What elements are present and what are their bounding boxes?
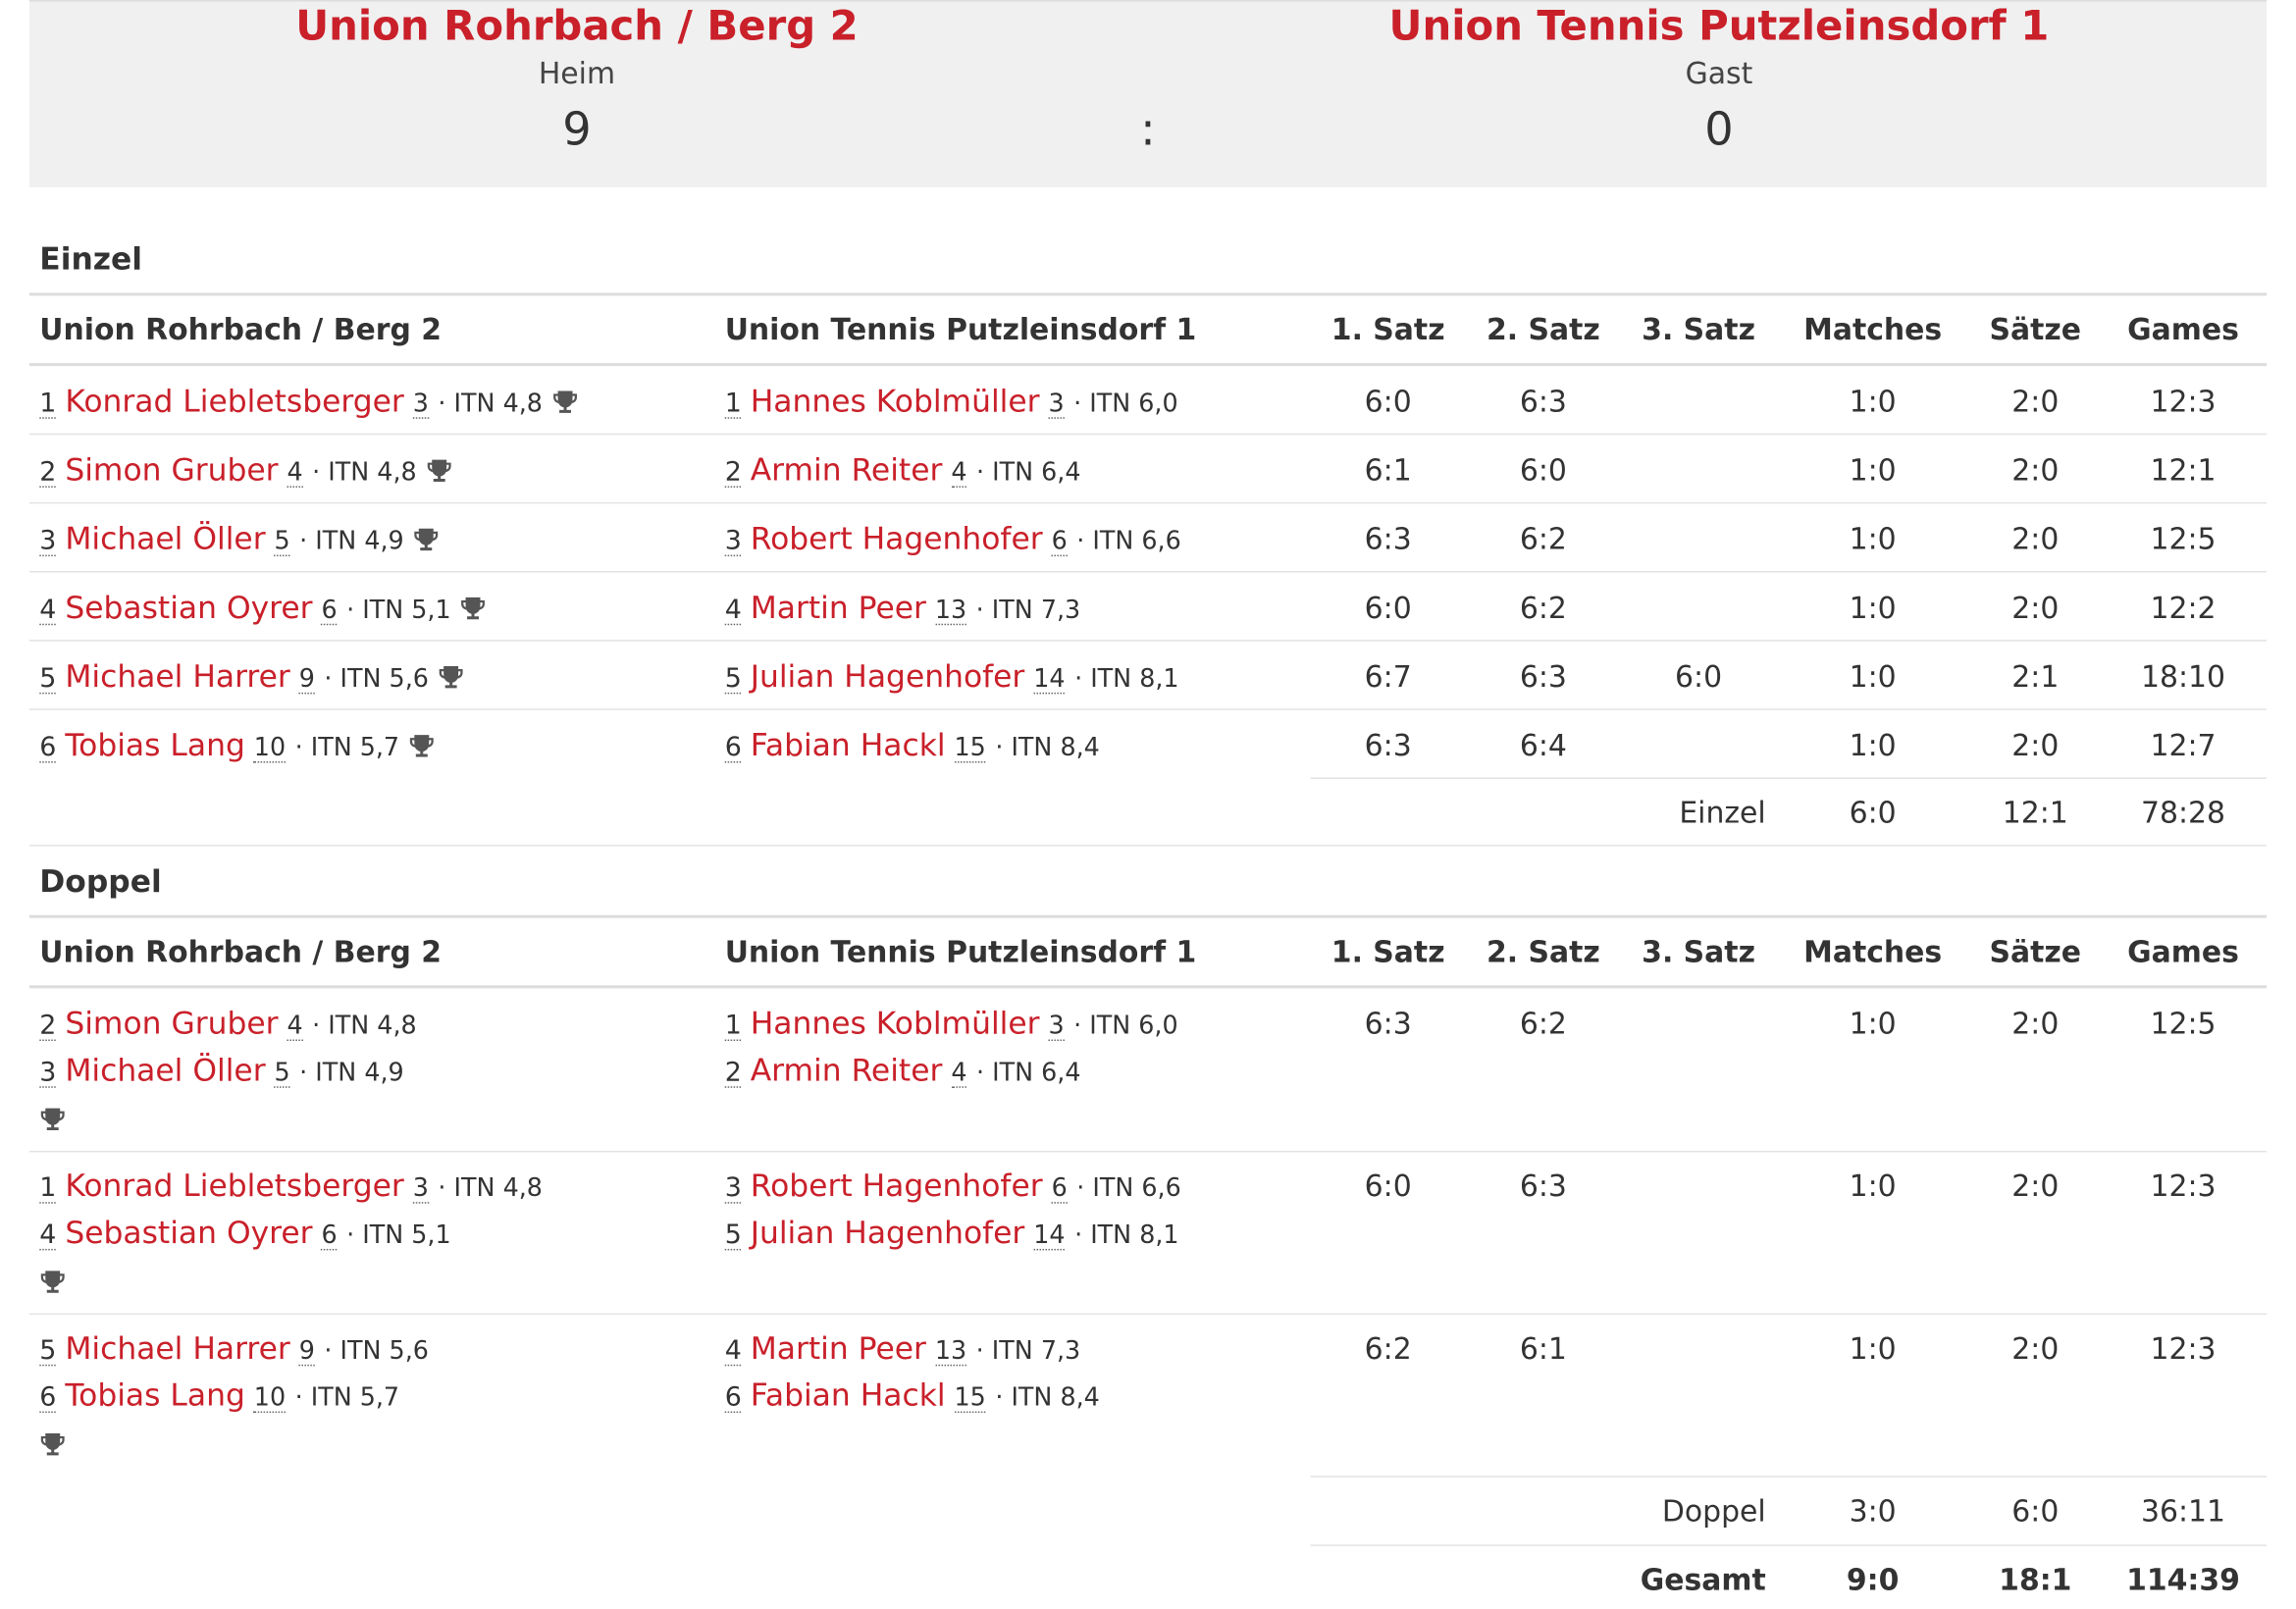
lineup-position: 2 xyxy=(39,456,57,488)
score-games: 12:1 xyxy=(2150,452,2217,488)
section-title-einzel: Einzel xyxy=(39,241,143,278)
lineup-position: 1 xyxy=(724,1010,742,1042)
score-set2: 6:0 xyxy=(1519,452,1567,488)
score-set2: 6:1 xyxy=(1519,1330,1567,1367)
player-name-link[interactable]: Hannes Koblmüller xyxy=(750,1006,1040,1042)
player-rank: 6 xyxy=(1051,1173,1068,1204)
player-name-link[interactable]: Michael Harrer xyxy=(65,658,290,695)
column-header-set1: 1. Satz xyxy=(1331,311,1445,347)
lineup-position: 3 xyxy=(724,1172,742,1204)
player-rank: 3 xyxy=(412,389,429,419)
lineup-position: 3 xyxy=(724,525,742,557)
lineup-position: 2 xyxy=(724,456,742,488)
score-set1: 6:0 xyxy=(1364,1168,1412,1204)
score-set2: 6:2 xyxy=(1519,590,1567,626)
player-rank: 15 xyxy=(954,1383,986,1414)
player-itn: · ITN 5,6 xyxy=(324,1336,429,1367)
player-itn: · ITN 4,8 xyxy=(438,1173,543,1204)
player-entry xyxy=(39,1166,543,1210)
score-set1: 6:3 xyxy=(1364,727,1412,763)
score-games: 12:2 xyxy=(2150,590,2217,626)
player-rank: 5 xyxy=(274,1058,290,1088)
player-itn: · ITN 7,3 xyxy=(975,1336,1081,1367)
player-itn: · ITN 4,9 xyxy=(299,527,404,557)
player-rank: 6 xyxy=(321,596,338,626)
player-entry xyxy=(725,1328,1080,1373)
home-team-block xyxy=(65,1,1090,165)
column-header-away: Union Tennis Putzleinsdorf 1 xyxy=(724,934,1197,969)
player-entry xyxy=(39,1375,399,1419)
trophy-icon xyxy=(39,1268,66,1294)
lineup-position: 3 xyxy=(39,1057,57,1088)
player-entry xyxy=(725,1375,1100,1419)
player-entry xyxy=(725,518,1181,562)
player-entry xyxy=(725,1213,1179,1257)
doppel-total-sets: 6:0 xyxy=(2011,1493,2060,1529)
player-name-link[interactable]: Michael Öller xyxy=(65,1052,266,1088)
score-set2: 6:4 xyxy=(1519,727,1567,763)
player-itn: · ITN 5,7 xyxy=(294,733,400,763)
grand-total-sets: 18:1 xyxy=(1999,1562,2072,1598)
player-name-link[interactable]: Fabian Hackl xyxy=(750,1377,946,1414)
column-header-matches: Matches xyxy=(1803,934,1943,969)
score-sets: 2:0 xyxy=(2011,521,2060,557)
column-header-home: Union Rohrbach / Berg 2 xyxy=(39,311,442,347)
player-entry xyxy=(39,449,451,493)
player-rank: 14 xyxy=(1033,664,1066,695)
player-name-link[interactable]: Julian Hagenhofer xyxy=(750,1215,1025,1251)
divider xyxy=(29,708,2267,709)
player-entry xyxy=(725,1050,1081,1094)
lineup-position: 1 xyxy=(39,1172,57,1204)
player-name-link[interactable]: Konrad Liebletsberger xyxy=(65,383,404,419)
trophy-icon xyxy=(460,590,487,616)
score-sets: 2:0 xyxy=(2011,383,2060,419)
score-matches: 1:0 xyxy=(1849,1168,1897,1204)
score-games: 12:5 xyxy=(2150,1006,2217,1042)
trophy-icon xyxy=(39,1106,66,1132)
divider xyxy=(29,1151,2267,1152)
score-sets: 2:0 xyxy=(2011,452,2060,488)
scoreboard xyxy=(29,0,2267,187)
score-matches: 1:0 xyxy=(1849,1006,1897,1042)
lineup-position: 4 xyxy=(724,1334,742,1367)
player-itn: · ITN 8,4 xyxy=(995,1383,1100,1414)
score-set2: 6:2 xyxy=(1519,521,1567,557)
away-team-block xyxy=(1207,1,2232,165)
player-name-link[interactable]: Sebastian Oyrer xyxy=(65,590,313,626)
einzel-total-sets: 12:1 xyxy=(2002,795,2068,831)
score-set2: 6:3 xyxy=(1519,1168,1567,1204)
player-entry xyxy=(39,725,435,769)
grand-total-games: 114:39 xyxy=(2126,1562,2240,1598)
divider xyxy=(29,985,2267,988)
doppel-total-label: Doppel xyxy=(1661,1493,1766,1529)
column-header-games: Games xyxy=(2127,934,2239,969)
score-games: 18:10 xyxy=(2140,658,2226,695)
player-name-link[interactable]: Michael Öller xyxy=(65,521,266,557)
lineup-position: 5 xyxy=(39,663,57,695)
trophy-icon xyxy=(39,1430,66,1457)
divider xyxy=(29,915,2267,918)
player-entry xyxy=(725,587,1080,631)
lineup-position: 4 xyxy=(39,1220,57,1251)
score-matches: 1:0 xyxy=(1849,452,1897,488)
score-sets: 2:0 xyxy=(2011,1006,2060,1042)
player-rank: 13 xyxy=(934,596,967,626)
einzel-total-games: 78:28 xyxy=(2140,795,2226,831)
lineup-position: 4 xyxy=(39,594,57,626)
home-team-name[interactable]: Union Rohrbach / Berg 2 xyxy=(295,1,859,50)
player-entry xyxy=(725,1166,1181,1210)
column-header-set2: 2. Satz xyxy=(1486,934,1600,969)
player-entry xyxy=(725,381,1178,425)
score-games: 12:7 xyxy=(2150,727,2217,763)
player-rank: 14 xyxy=(1033,1220,1066,1251)
player-name-link[interactable]: Martin Peer xyxy=(750,590,926,626)
divider xyxy=(29,845,2267,846)
trophy-icon xyxy=(426,452,452,479)
score-set1: 6:3 xyxy=(1364,521,1412,557)
score-set2: 6:3 xyxy=(1519,383,1567,419)
score-matches: 1:0 xyxy=(1849,521,1897,557)
player-name-link[interactable]: Konrad Liebletsberger xyxy=(65,1168,404,1204)
score-matches: 1:0 xyxy=(1849,1330,1897,1367)
trophy-icon xyxy=(438,659,464,686)
player-itn: · ITN 4,8 xyxy=(312,458,417,488)
player-rank: 4 xyxy=(287,1012,303,1042)
player-name-link[interactable]: Tobias Lang xyxy=(65,1377,245,1414)
score-matches: 1:0 xyxy=(1849,383,1897,419)
away-team-score: 0 xyxy=(1704,103,1734,157)
player-itn: · ITN 8,1 xyxy=(1074,664,1179,695)
player-itn: · ITN 8,4 xyxy=(995,733,1100,763)
divider xyxy=(1311,1476,2267,1477)
lineup-position: 1 xyxy=(724,388,742,419)
away-team-role: Gast xyxy=(1685,55,1753,91)
score-set1: 6:0 xyxy=(1364,383,1412,419)
score-sets: 2:0 xyxy=(2011,590,2060,626)
player-entry xyxy=(39,1003,416,1047)
player-name-link[interactable]: Robert Hagenhofer xyxy=(750,521,1043,557)
section-title-doppel: Doppel xyxy=(39,863,162,900)
player-name-link[interactable]: Simon Gruber xyxy=(65,1006,279,1042)
player-rank: 3 xyxy=(1048,1012,1065,1042)
home-team-role: Heim xyxy=(538,55,616,91)
trophy-icon xyxy=(413,521,440,547)
score-set3: 6:0 xyxy=(1675,658,1723,695)
lineup-position: 5 xyxy=(724,1220,742,1251)
score-sets: 2:1 xyxy=(2011,658,2060,695)
lineup-position: 3 xyxy=(39,525,57,557)
player-itn: · ITN 6,0 xyxy=(1073,389,1178,419)
player-entry xyxy=(725,449,1081,493)
player-itn: · ITN 4,8 xyxy=(312,1012,417,1042)
player-itn: · ITN 4,9 xyxy=(299,1058,404,1088)
lineup-position: 2 xyxy=(39,1010,57,1042)
player-name-link[interactable]: Hannes Koblmüller xyxy=(750,383,1040,419)
player-rank: 4 xyxy=(287,458,303,488)
player-entry xyxy=(39,1213,450,1257)
player-itn: · ITN 5,1 xyxy=(346,1220,451,1251)
score-games: 12:3 xyxy=(2150,1330,2217,1367)
player-entry xyxy=(39,381,577,425)
divider xyxy=(29,1314,2267,1315)
column-header-set2: 2. Satz xyxy=(1486,311,1600,347)
player-entry xyxy=(39,587,486,631)
score-sets: 2:0 xyxy=(2011,1168,2060,1204)
player-entry xyxy=(725,656,1179,701)
player-entry xyxy=(39,1050,403,1094)
player-name-link[interactable]: Michael Harrer xyxy=(65,1330,290,1367)
player-rank: 4 xyxy=(951,458,967,488)
player-entry xyxy=(725,725,1100,769)
column-header-home: Union Rohrbach / Berg 2 xyxy=(39,934,442,969)
player-entry xyxy=(39,518,439,562)
divider xyxy=(29,434,2267,435)
player-name-link[interactable]: Armin Reiter xyxy=(750,1052,943,1088)
lineup-position: 6 xyxy=(724,1381,742,1414)
score-set1: 6:1 xyxy=(1364,452,1412,488)
score-matches: 1:0 xyxy=(1849,727,1897,763)
lineup-position: 6 xyxy=(39,732,57,763)
player-rank: 5 xyxy=(274,527,290,557)
lineup-position: 6 xyxy=(724,732,742,763)
grand-total-label: Gesamt xyxy=(1640,1562,1766,1598)
player-itn: · ITN 6,6 xyxy=(1076,527,1181,557)
player-rank: 15 xyxy=(954,733,986,763)
score-set1: 6:2 xyxy=(1364,1330,1412,1367)
player-name-link[interactable]: Simon Gruber xyxy=(65,452,279,488)
column-header-games: Games xyxy=(2127,311,2239,347)
player-rank: 6 xyxy=(1051,527,1068,557)
divider xyxy=(29,363,2267,366)
score-set1: 6:7 xyxy=(1364,658,1412,695)
player-name-link[interactable]: Fabian Hackl xyxy=(750,727,946,763)
column-header-matches: Matches xyxy=(1803,311,1943,347)
player-rank: 9 xyxy=(298,664,315,695)
lineup-position: 6 xyxy=(39,1381,57,1414)
player-entry xyxy=(725,1003,1178,1047)
player-itn: · ITN 5,6 xyxy=(324,664,429,695)
player-name-link[interactable]: Tobias Lang xyxy=(65,727,245,763)
divider xyxy=(1311,1544,2267,1545)
lineup-position: 5 xyxy=(39,1334,57,1367)
column-header-sets: Sätze xyxy=(1989,311,2082,347)
player-name-link[interactable]: Armin Reiter xyxy=(750,452,943,488)
player-name-link[interactable]: Julian Hagenhofer xyxy=(750,658,1025,695)
player-rank: 10 xyxy=(253,1383,287,1414)
lineup-position: 1 xyxy=(39,388,57,419)
player-itn: · ITN 6,6 xyxy=(1076,1173,1181,1204)
column-header-set3: 3. Satz xyxy=(1642,934,1755,969)
column-header-set1: 1. Satz xyxy=(1331,934,1445,969)
einzel-total-label: Einzel xyxy=(1679,795,1766,831)
score-games: 12:5 xyxy=(2150,521,2217,557)
score-sets: 2:0 xyxy=(2011,727,2060,763)
player-itn: · ITN 8,1 xyxy=(1074,1220,1179,1251)
score-games: 12:3 xyxy=(2150,383,2217,419)
doppel-total-matches: 3:0 xyxy=(1849,1493,1897,1529)
home-team-score: 9 xyxy=(562,103,592,157)
score-set1: 6:3 xyxy=(1364,1006,1412,1042)
player-itn: · ITN 6,4 xyxy=(975,1058,1081,1088)
player-name-link[interactable]: Martin Peer xyxy=(750,1330,926,1367)
score-set1: 6:0 xyxy=(1364,590,1412,626)
divider xyxy=(29,292,2267,295)
player-rank: 3 xyxy=(412,1173,429,1204)
divider xyxy=(29,571,2267,572)
score-sets: 2:0 xyxy=(2011,1330,2060,1367)
player-rank: 4 xyxy=(951,1058,967,1088)
player-name-link[interactable]: Sebastian Oyrer xyxy=(65,1215,313,1251)
score-separator: : xyxy=(1140,103,1156,157)
player-rank: 3 xyxy=(1048,389,1065,419)
trophy-icon xyxy=(408,728,435,754)
player-itn: · ITN 5,1 xyxy=(346,596,451,626)
player-itn: · ITN 5,7 xyxy=(294,1383,400,1414)
grand-total-matches: 9:0 xyxy=(1846,1562,1900,1598)
divider xyxy=(29,640,2267,641)
divider xyxy=(1311,777,2267,778)
column-header-away: Union Tennis Putzleinsdorf 1 xyxy=(724,311,1197,347)
lineup-position: 4 xyxy=(724,594,742,626)
score-set2: 6:2 xyxy=(1519,1006,1567,1042)
doppel-total-games: 36:11 xyxy=(2140,1493,2226,1529)
column-header-sets: Sätze xyxy=(1989,934,2082,969)
player-rank: 9 xyxy=(298,1336,315,1367)
player-itn: · ITN 4,8 xyxy=(438,389,543,419)
player-entry xyxy=(39,1328,429,1373)
player-rank: 13 xyxy=(934,1336,967,1367)
player-name-link[interactable]: Robert Hagenhofer xyxy=(750,1168,1043,1204)
score-games: 12:3 xyxy=(2150,1168,2217,1204)
player-itn: · ITN 7,3 xyxy=(975,596,1081,626)
trophy-icon xyxy=(551,384,578,410)
score-set2: 6:3 xyxy=(1519,658,1567,695)
player-itn: · ITN 6,4 xyxy=(975,458,1081,488)
score-matches: 1:0 xyxy=(1849,658,1897,695)
lineup-position: 2 xyxy=(724,1057,742,1088)
player-itn: · ITN 6,0 xyxy=(1073,1012,1178,1042)
score-matches: 1:0 xyxy=(1849,590,1897,626)
away-team-name[interactable]: Union Tennis Putzleinsdorf 1 xyxy=(1388,1,2050,50)
player-rank: 6 xyxy=(321,1220,338,1251)
column-header-set3: 3. Satz xyxy=(1642,311,1755,347)
player-rank: 10 xyxy=(253,733,287,763)
einzel-total-matches: 6:0 xyxy=(1849,795,1897,831)
lineup-position: 5 xyxy=(724,663,742,695)
player-entry xyxy=(39,656,463,701)
divider xyxy=(29,502,2267,503)
